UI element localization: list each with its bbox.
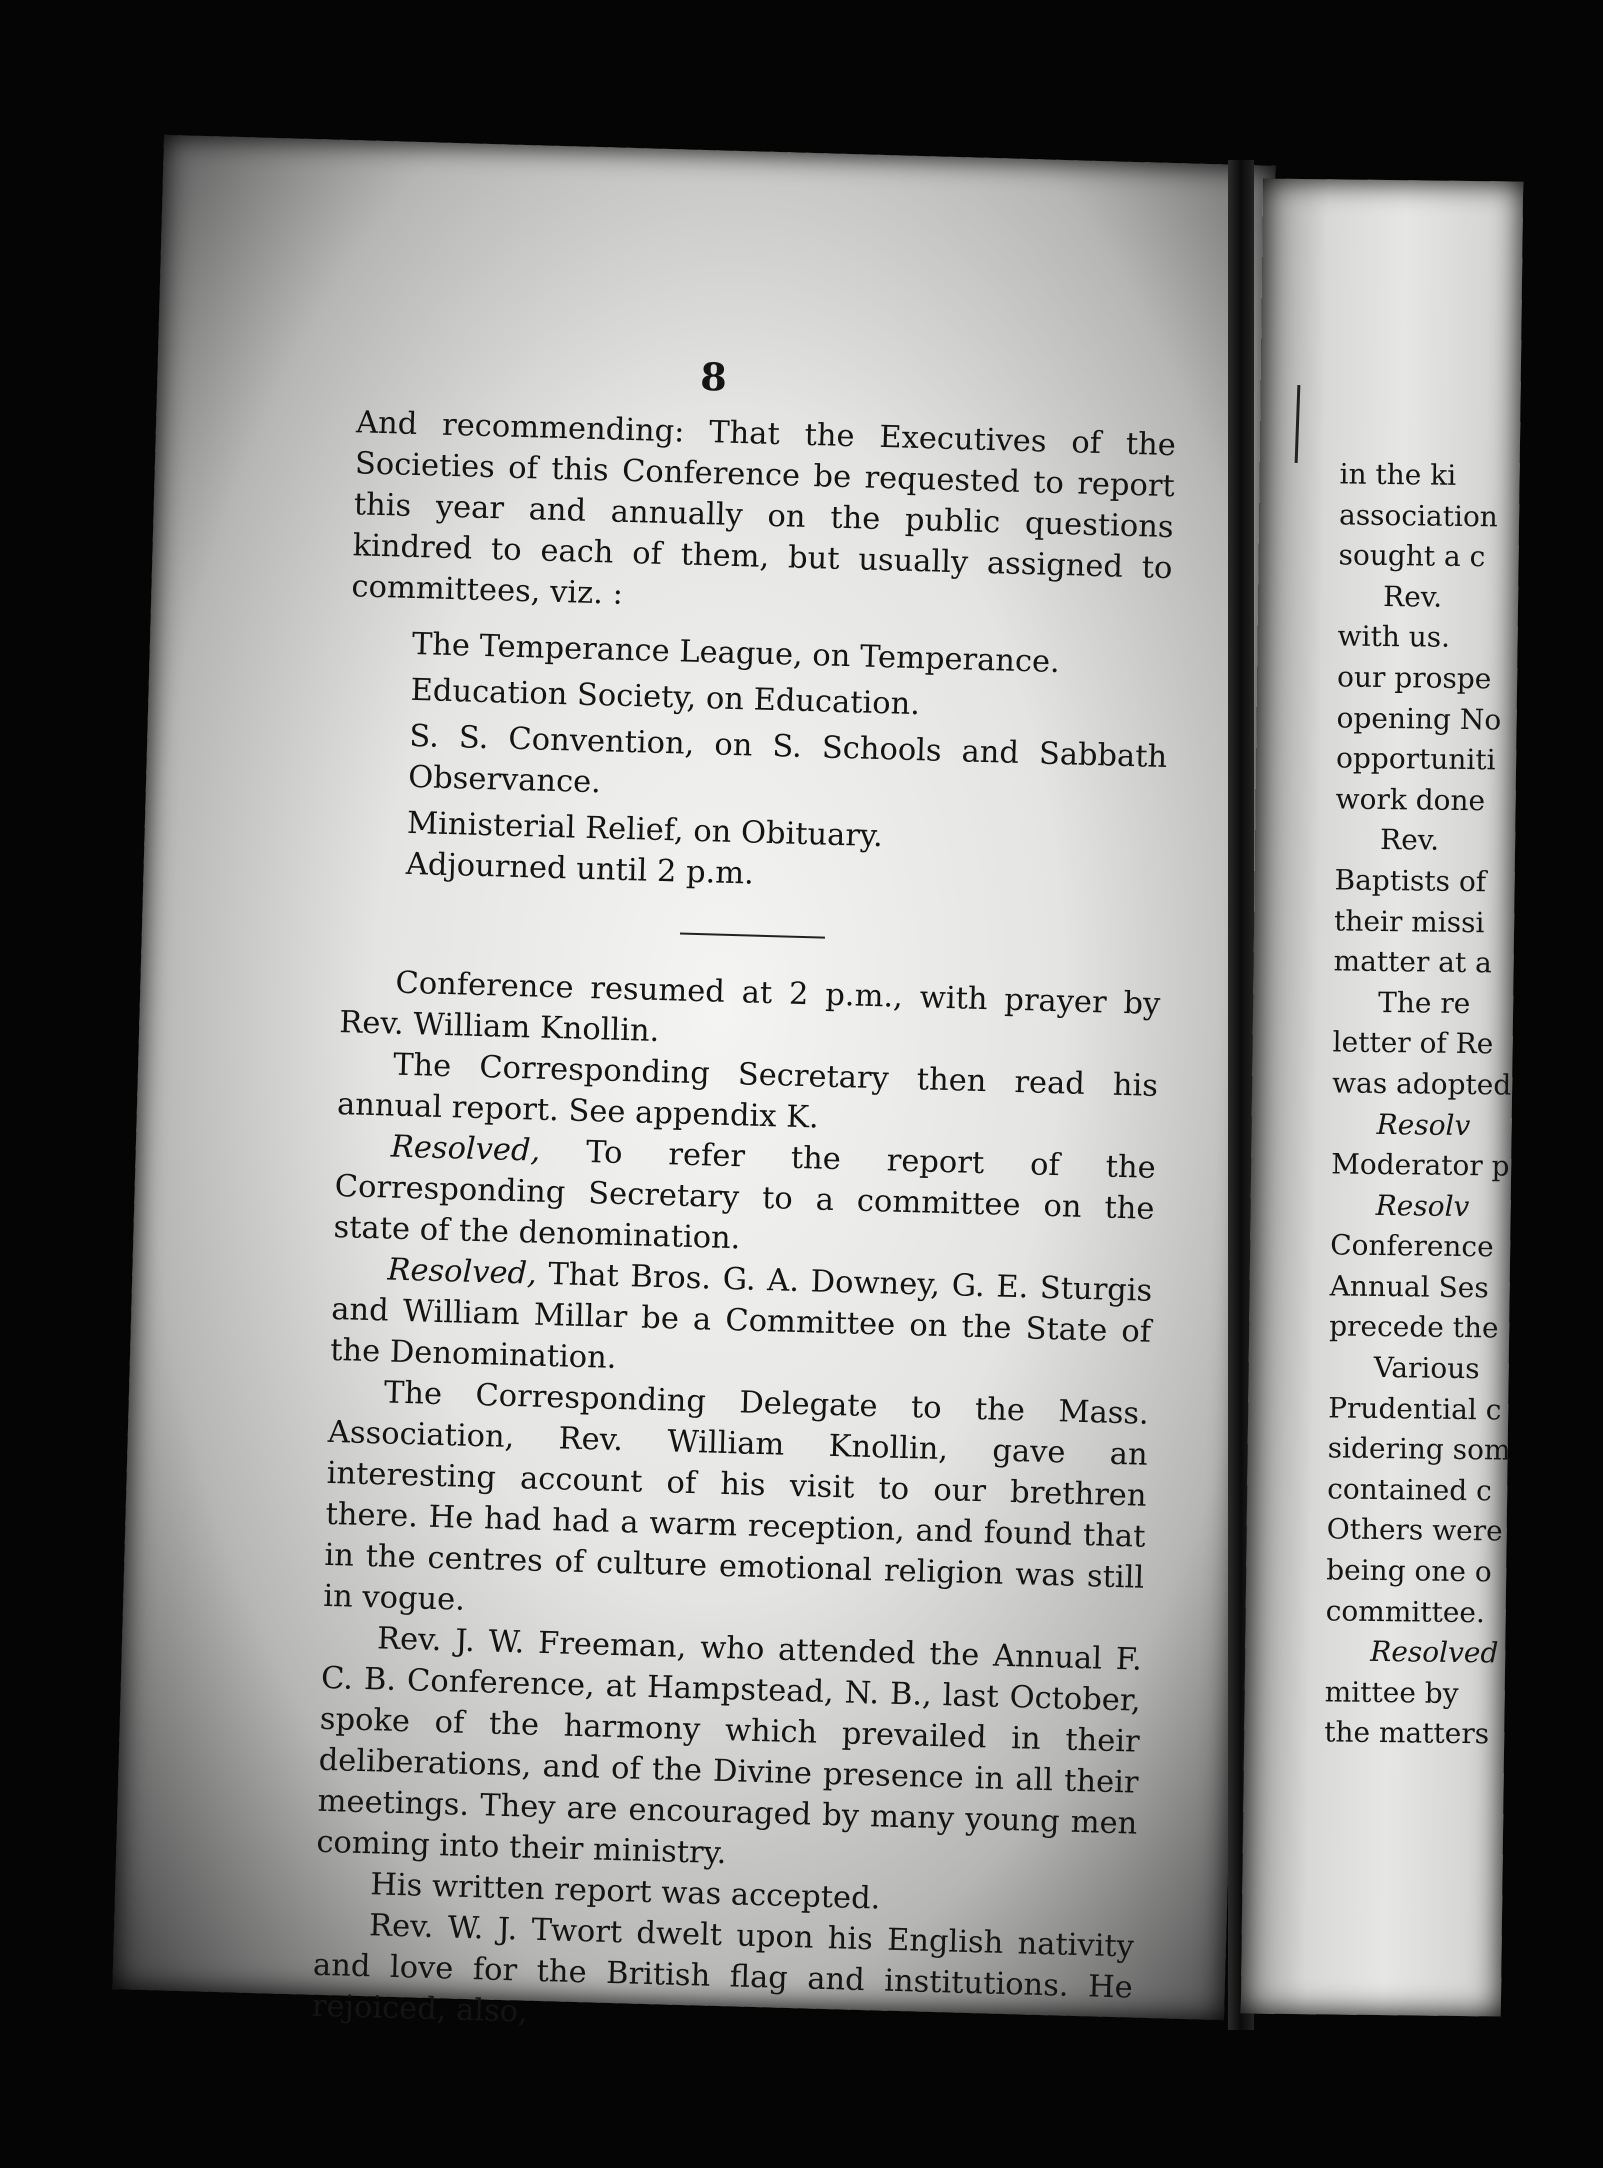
right-line: mittee by	[1324, 1675, 1459, 1710]
right-line: with us.	[1337, 619, 1451, 655]
right-page-text	[1324, 454, 1600, 1756]
page-body	[311, 402, 1176, 2049]
resolved-label: Resolved,	[387, 1252, 538, 1292]
paragraph-report-accepted: His written report was accepted.	[369, 1867, 881, 1917]
right-line: letter of Re	[1332, 1025, 1494, 1061]
right-line: Others were	[1326, 1512, 1503, 1548]
paragraph-resolved-refer	[333, 1125, 1156, 1271]
right-line: Annual Ses	[1329, 1269, 1489, 1305]
paragraph-mass-association: The Corresponding Delegate to the Mass. Association, Rev. William Knollin, gave an interesting account of his visit to our brethren there. He had had a warm reception, and found that in the centres of culture emotional religion was still in vogue.	[322, 1375, 1150, 1618]
right-line: Rev.	[1382, 579, 1443, 614]
right-line: committee.	[1325, 1593, 1486, 1629]
paragraph-freeman: Rev. J. W. Freeman, who attended the Annual F. C. B. Conference, at Hampstead, N. B., last October, spoke of the harmony which prevailed in their deliberations, and of the Divine presence in all their meetings. They are encouraged by many young men coming into their ministry.	[316, 1621, 1143, 1872]
paragraph-conference-resumed: Conference resumed at 2 p.m., with prayer by Rev. William Knollin.	[338, 965, 1161, 1050]
list-item-ministerial-relief: Ministerial Relief, on Obituary.	[406, 805, 884, 855]
resolved-text: That Bros. G. A. Downey, G. E. Sturgis and William Millar be a Committee on the State of the Denomination.	[329, 1256, 1153, 1376]
right-line: in the ki	[1339, 457, 1457, 492]
section-divider	[679, 933, 824, 939]
page-number: 8	[699, 353, 728, 400]
right-line: Moderator p	[1330, 1147, 1510, 1183]
right-line: their missi	[1333, 903, 1485, 939]
paragraph-recommending: And recommending: That the Executives of the Societies of this Conference be requested to report this year and annually on the public questions kindred to each of them, but usually assigned to committees, viz. :	[351, 405, 1177, 612]
right-line: Various	[1373, 1350, 1480, 1386]
left-page	[112, 135, 1275, 2030]
right-line: contained c	[1327, 1472, 1492, 1508]
paragraph-twort: Rev. W. J. Twort dwelt upon his English nativity and love for the British flag and institutions. He rejoiced, also,	[311, 1908, 1135, 2030]
list-item-temperance: The Temperance League, on Temperance.	[411, 626, 1061, 681]
list-item-ss-convention: S. S. Convention, on S. Schools and Sabbath Observance.	[407, 718, 1168, 801]
list-item-education: Education Society, on Education.	[410, 672, 921, 723]
right-line: Resolv	[1375, 1188, 1470, 1223]
right-line: Prudential c	[1328, 1391, 1502, 1427]
right-line: the matters	[1324, 1715, 1490, 1751]
right-line: opening No	[1336, 700, 1502, 736]
adjourned-line: Adjourned until 2 p.m.	[405, 846, 755, 892]
right-line: sidering som	[1327, 1431, 1511, 1467]
right-line: Conference	[1329, 1228, 1494, 1264]
right-page	[1241, 178, 1523, 2016]
resolved-text: To refer the report of the Corresponding Secretary to a committee on the state of the denomination.	[333, 1133, 1157, 1257]
right-line: Resolved	[1370, 1635, 1499, 1670]
right-line: our prospe	[1336, 660, 1492, 696]
paragraph-resolved-committee	[330, 1248, 1153, 1394]
right-line: Rev.	[1379, 823, 1440, 858]
right-line: work done	[1335, 782, 1486, 817]
right-line: The re	[1377, 985, 1471, 1020]
right-line: matter at a	[1333, 944, 1493, 980]
right-line: opportuniti	[1335, 741, 1496, 777]
right-line: precede the	[1328, 1309, 1499, 1345]
right-line: was adopted	[1331, 1066, 1512, 1102]
resolved-label: Resolved,	[390, 1129, 541, 1169]
right-line: sought a c	[1338, 538, 1486, 574]
right-line: being one o	[1326, 1553, 1492, 1589]
right-line: Resolv	[1376, 1107, 1471, 1142]
right-line: Baptists of	[1334, 863, 1487, 899]
right-line: association	[1338, 498, 1499, 533]
paragraph-annual-report: The Corresponding Secretary then read his annual report. See appendix K.	[336, 1047, 1159, 1136]
